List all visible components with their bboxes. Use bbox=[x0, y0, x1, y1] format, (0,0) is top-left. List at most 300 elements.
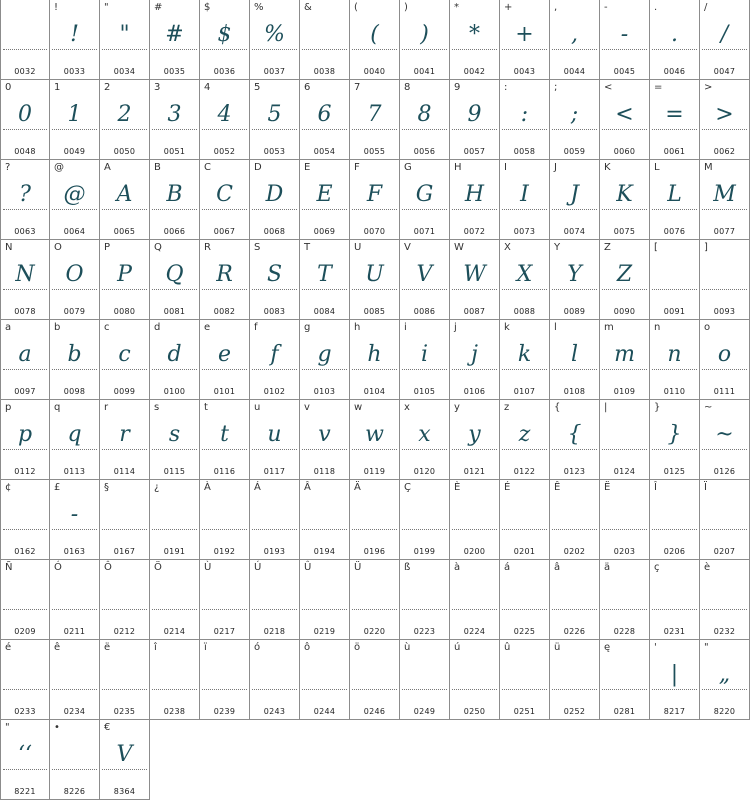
character-label: > bbox=[704, 82, 713, 93]
character-code: 0206 bbox=[663, 547, 686, 556]
glyph-cell bbox=[500, 0, 550, 80]
character-label: G bbox=[404, 162, 412, 173]
baseline bbox=[702, 49, 747, 50]
glyph-sample: - bbox=[620, 22, 629, 47]
baseline bbox=[252, 209, 297, 210]
character-label: î bbox=[154, 642, 157, 653]
glyph-cell bbox=[300, 640, 350, 720]
character-label: J bbox=[554, 162, 557, 173]
glyph-sample: N bbox=[15, 262, 35, 287]
baseline bbox=[402, 289, 447, 290]
baseline bbox=[502, 369, 547, 370]
glyph-cell bbox=[700, 240, 750, 320]
baseline bbox=[602, 529, 647, 530]
character-code: 0069 bbox=[313, 227, 336, 236]
glyph-cell bbox=[150, 480, 200, 560]
glyph-sample bbox=[1, 658, 49, 692]
baseline bbox=[652, 529, 697, 530]
glyph-row bbox=[0, 400, 751, 480]
glyph-cell bbox=[650, 80, 700, 160]
character-label: i bbox=[404, 322, 407, 333]
glyph-cell bbox=[700, 160, 750, 240]
character-code: 0226 bbox=[563, 627, 586, 636]
glyph-cell bbox=[100, 0, 150, 80]
character-code: 0126 bbox=[713, 467, 736, 476]
glyph-sample: $ bbox=[217, 22, 232, 47]
baseline bbox=[152, 289, 197, 290]
baseline bbox=[52, 49, 97, 50]
glyph-sample bbox=[400, 498, 449, 532]
character-code: 0107 bbox=[513, 387, 536, 396]
glyph-sample bbox=[700, 578, 749, 612]
character-label: â bbox=[554, 562, 561, 573]
character-code: 0249 bbox=[413, 707, 436, 716]
glyph-sample: O bbox=[65, 262, 84, 287]
glyph-cell bbox=[50, 400, 100, 480]
character-code: 0194 bbox=[313, 547, 336, 556]
baseline bbox=[52, 449, 97, 450]
glyph-sample bbox=[650, 498, 699, 532]
glyph-sample bbox=[700, 498, 749, 532]
character-label: [ bbox=[654, 242, 658, 253]
character-code: 0073 bbox=[513, 227, 536, 236]
baseline bbox=[352, 289, 397, 290]
glyph-sample bbox=[50, 738, 99, 772]
baseline bbox=[402, 369, 447, 370]
glyph-cell bbox=[100, 400, 150, 480]
character-label: Ê bbox=[554, 482, 561, 493]
character-label: ë bbox=[104, 642, 111, 653]
character-label: ¿ bbox=[154, 482, 160, 493]
character-code: 0203 bbox=[613, 547, 636, 556]
glyph-sample: k bbox=[517, 342, 532, 367]
character-code: 0106 bbox=[463, 387, 486, 396]
character-label: s bbox=[154, 402, 160, 413]
character-label: V bbox=[404, 242, 411, 253]
character-code: 0167 bbox=[113, 547, 136, 556]
glyph-sample: x bbox=[418, 422, 431, 447]
baseline bbox=[3, 449, 47, 450]
baseline bbox=[402, 209, 447, 210]
character-code: 0228 bbox=[613, 627, 636, 636]
baseline bbox=[152, 609, 197, 610]
character-label: | bbox=[604, 402, 608, 413]
character-label: = bbox=[654, 82, 663, 93]
character-label: € bbox=[104, 722, 111, 733]
character-code: 0110 bbox=[663, 387, 686, 396]
character-label: P bbox=[104, 242, 111, 253]
glyph-sample bbox=[1, 18, 49, 52]
character-code: 0238 bbox=[163, 707, 186, 716]
glyph-sample bbox=[100, 658, 149, 692]
baseline bbox=[502, 289, 547, 290]
character-label: È bbox=[454, 482, 461, 493]
baseline bbox=[252, 289, 297, 290]
glyph-cell bbox=[50, 80, 100, 160]
character-code: 8364 bbox=[113, 787, 136, 796]
glyph-sample: # bbox=[165, 22, 184, 47]
baseline bbox=[202, 209, 247, 210]
glyph-sample bbox=[150, 498, 199, 532]
character-code: 0058 bbox=[513, 147, 536, 156]
character-label: W bbox=[454, 242, 464, 253]
glyph-cell bbox=[600, 240, 650, 320]
glyph-cell bbox=[350, 560, 400, 640]
character-label: . bbox=[654, 2, 658, 13]
glyph-sample bbox=[250, 658, 299, 692]
baseline bbox=[152, 369, 197, 370]
baseline bbox=[52, 769, 97, 770]
baseline bbox=[402, 449, 447, 450]
baseline bbox=[602, 129, 647, 130]
glyph-sample: e bbox=[217, 342, 232, 367]
glyph-cell bbox=[150, 560, 200, 640]
glyph-cell bbox=[100, 560, 150, 640]
glyph-sample bbox=[500, 658, 549, 692]
glyph-cell bbox=[400, 400, 450, 480]
character-label: r bbox=[104, 402, 109, 413]
character-code: 0060 bbox=[613, 147, 636, 156]
glyph-row bbox=[0, 640, 751, 720]
character-label: è bbox=[704, 562, 711, 573]
baseline bbox=[352, 449, 397, 450]
glyph-cell bbox=[450, 240, 500, 320]
character-label: y bbox=[454, 402, 460, 413]
glyph-sample: + bbox=[515, 22, 534, 47]
glyph-sample bbox=[200, 658, 249, 692]
glyph-sample bbox=[700, 258, 749, 292]
character-label: 0 bbox=[5, 82, 12, 93]
glyph-cell bbox=[0, 160, 50, 240]
glyph-sample: d bbox=[167, 342, 182, 367]
baseline bbox=[102, 289, 147, 290]
glyph-cell bbox=[400, 560, 450, 640]
glyph-sample: f bbox=[270, 342, 279, 367]
character-label: ? bbox=[5, 162, 11, 173]
baseline bbox=[402, 129, 447, 130]
baseline bbox=[52, 689, 97, 690]
glyph-cell bbox=[300, 160, 350, 240]
character-code: 0078 bbox=[14, 307, 36, 316]
glyph-sample: / bbox=[720, 22, 729, 47]
glyph-cell bbox=[0, 240, 50, 320]
character-code: 0033 bbox=[63, 67, 86, 76]
glyph-cell bbox=[50, 160, 100, 240]
character-code: 0034 bbox=[113, 67, 136, 76]
glyph-cell bbox=[0, 80, 50, 160]
character-code: 0207 bbox=[713, 547, 736, 556]
glyph-sample: @ bbox=[63, 182, 86, 207]
baseline bbox=[52, 289, 97, 290]
character-code: 0054 bbox=[313, 147, 336, 156]
glyph-sample: % bbox=[264, 22, 285, 47]
glyph-sample: . bbox=[671, 22, 678, 47]
glyph-sample bbox=[550, 578, 599, 612]
glyph-cell bbox=[100, 80, 150, 160]
baseline bbox=[552, 609, 597, 610]
glyph-cell bbox=[250, 320, 300, 400]
glyph-cell bbox=[500, 480, 550, 560]
glyph-cell bbox=[0, 480, 50, 560]
baseline bbox=[602, 449, 647, 450]
glyph-cell bbox=[0, 560, 50, 640]
baseline bbox=[102, 769, 147, 770]
glyph-cell bbox=[450, 320, 500, 400]
baseline bbox=[152, 529, 197, 530]
character-label: B bbox=[154, 162, 161, 173]
baseline bbox=[252, 529, 297, 530]
baseline bbox=[652, 209, 697, 210]
character-label: ( bbox=[354, 2, 358, 13]
baseline bbox=[202, 49, 247, 50]
glyph-cell bbox=[400, 160, 450, 240]
glyph-cell bbox=[650, 0, 700, 80]
baseline bbox=[3, 769, 47, 770]
baseline bbox=[602, 289, 647, 290]
character-label: # bbox=[154, 2, 163, 13]
character-label: d bbox=[154, 322, 161, 333]
character-label: , bbox=[554, 2, 558, 13]
glyph-sample: = bbox=[665, 102, 684, 127]
character-code: 0066 bbox=[163, 227, 186, 236]
character-code: 8217 bbox=[663, 707, 686, 716]
baseline bbox=[452, 609, 497, 610]
character-code: 0076 bbox=[663, 227, 686, 236]
character-code: 0041 bbox=[413, 67, 436, 76]
character-label: $ bbox=[204, 2, 211, 13]
baseline bbox=[202, 529, 247, 530]
glyph-sample: u bbox=[267, 422, 282, 447]
character-label: A bbox=[104, 162, 111, 173]
character-label: % bbox=[254, 2, 264, 13]
character-code: 0103 bbox=[313, 387, 336, 396]
glyph-sample bbox=[1, 498, 49, 532]
character-code: 0223 bbox=[413, 627, 436, 636]
glyph-cell bbox=[600, 480, 650, 560]
character-label: { bbox=[554, 402, 561, 413]
character-label: b bbox=[54, 322, 61, 333]
glyph-sample: ; bbox=[570, 102, 579, 127]
character-code: 0050 bbox=[113, 147, 136, 156]
character-code: 0281 bbox=[613, 707, 636, 716]
character-code: 0199 bbox=[413, 547, 436, 556]
glyph-cell bbox=[450, 80, 500, 160]
character-code: 0053 bbox=[263, 147, 286, 156]
character-label: I bbox=[504, 162, 507, 173]
character-label: Ö bbox=[154, 562, 162, 573]
character-code: 0232 bbox=[713, 627, 736, 636]
baseline bbox=[702, 289, 747, 290]
character-label: ~ bbox=[704, 402, 713, 413]
character-code: 0121 bbox=[463, 467, 486, 476]
baseline bbox=[452, 49, 497, 50]
glyph-cell bbox=[500, 560, 550, 640]
character-code: 0118 bbox=[313, 467, 336, 476]
glyph-cell bbox=[650, 480, 700, 560]
glyph-sample: " bbox=[119, 22, 130, 47]
glyph-cell bbox=[0, 320, 50, 400]
character-code: 0123 bbox=[563, 467, 586, 476]
glyph-cell bbox=[0, 0, 50, 80]
character-label: } bbox=[654, 402, 661, 413]
character-label: 5 bbox=[254, 82, 261, 93]
character-label: : bbox=[504, 82, 508, 93]
glyph-sample bbox=[300, 18, 349, 52]
baseline bbox=[3, 129, 47, 130]
baseline bbox=[702, 689, 747, 690]
baseline bbox=[202, 449, 247, 450]
baseline bbox=[152, 49, 197, 50]
character-label: 9 bbox=[454, 82, 461, 93]
glyph-sample: * bbox=[469, 22, 480, 47]
glyph-sample: 2 bbox=[117, 102, 132, 127]
character-code: 0239 bbox=[213, 707, 236, 716]
character-label: § bbox=[104, 482, 109, 493]
glyph-cell bbox=[600, 560, 650, 640]
glyph-sample bbox=[100, 498, 149, 532]
character-code: 0063 bbox=[14, 227, 36, 236]
glyph-sample: ‘‘ bbox=[18, 742, 32, 767]
baseline bbox=[402, 609, 447, 610]
baseline bbox=[652, 609, 697, 610]
character-label: Î bbox=[654, 482, 657, 493]
character-code: 0225 bbox=[513, 627, 536, 636]
baseline bbox=[252, 609, 297, 610]
character-label: ] bbox=[704, 242, 708, 253]
glyph-row bbox=[0, 480, 751, 560]
character-code: 0068 bbox=[263, 227, 286, 236]
glyph-sample: M bbox=[713, 182, 736, 207]
glyph-cell bbox=[600, 320, 650, 400]
glyph-sample: V bbox=[116, 742, 133, 767]
glyph-cell bbox=[600, 640, 650, 720]
character-code: 0037 bbox=[263, 67, 286, 76]
baseline bbox=[202, 289, 247, 290]
baseline bbox=[652, 129, 697, 130]
baseline bbox=[152, 209, 197, 210]
glyph-sample: X bbox=[516, 262, 533, 287]
character-code: 0044 bbox=[563, 67, 586, 76]
baseline bbox=[52, 209, 97, 210]
glyph-cell bbox=[650, 560, 700, 640]
glyph-cell bbox=[550, 400, 600, 480]
character-code: 0112 bbox=[14, 467, 36, 476]
glyph-sample: : bbox=[520, 102, 529, 127]
glyph-cell bbox=[550, 240, 600, 320]
character-label: D bbox=[254, 162, 262, 173]
character-label: ô bbox=[304, 642, 311, 653]
glyph-cell bbox=[650, 640, 700, 720]
glyph-cell bbox=[450, 560, 500, 640]
glyph-sample: Q bbox=[165, 262, 184, 287]
baseline bbox=[452, 289, 497, 290]
baseline bbox=[702, 449, 747, 450]
glyph-sample: } bbox=[667, 422, 682, 447]
glyph-sample: t bbox=[220, 422, 229, 447]
glyph-cell bbox=[200, 320, 250, 400]
baseline bbox=[152, 689, 197, 690]
character-label: É bbox=[504, 482, 511, 493]
character-code: 0233 bbox=[14, 707, 36, 716]
glyph-sample bbox=[50, 658, 99, 692]
glyph-cell bbox=[700, 400, 750, 480]
character-code: 0235 bbox=[113, 707, 136, 716]
baseline bbox=[3, 369, 47, 370]
glyph-cell bbox=[250, 640, 300, 720]
baseline bbox=[352, 609, 397, 610]
baseline bbox=[452, 689, 497, 690]
character-label: 1 bbox=[54, 82, 61, 93]
character-label: Û bbox=[304, 562, 312, 573]
baseline bbox=[352, 689, 397, 690]
glyph-cell bbox=[650, 400, 700, 480]
character-label: < bbox=[604, 82, 613, 93]
glyph-sample: a bbox=[18, 342, 32, 367]
character-code: 0113 bbox=[63, 467, 86, 476]
baseline bbox=[452, 209, 497, 210]
character-label: x bbox=[404, 402, 410, 413]
baseline bbox=[302, 209, 347, 210]
glyph-cell bbox=[700, 320, 750, 400]
character-label: ę bbox=[604, 642, 611, 653]
character-label: ; bbox=[554, 82, 558, 93]
glyph-cell bbox=[300, 80, 350, 160]
character-code: 0252 bbox=[563, 707, 586, 716]
character-code: 0201 bbox=[513, 547, 536, 556]
character-code: 0089 bbox=[563, 307, 586, 316]
glyph-sample: m bbox=[614, 342, 635, 367]
glyph-sample: C bbox=[216, 182, 233, 207]
glyph-cell bbox=[700, 560, 750, 640]
baseline bbox=[3, 529, 47, 530]
glyph-cell bbox=[50, 320, 100, 400]
character-code: 0081 bbox=[163, 307, 186, 316]
character-code: 0067 bbox=[213, 227, 236, 236]
glyph-sample bbox=[600, 498, 649, 532]
glyph-cell bbox=[150, 320, 200, 400]
baseline bbox=[502, 129, 547, 130]
character-label: o bbox=[704, 322, 711, 333]
glyph-sample: Y bbox=[567, 262, 582, 287]
baseline bbox=[302, 289, 347, 290]
glyph-cell bbox=[100, 320, 150, 400]
character-code: 0243 bbox=[263, 707, 286, 716]
glyph-sample bbox=[650, 578, 699, 612]
glyph-cell bbox=[400, 480, 450, 560]
character-code: 0109 bbox=[613, 387, 636, 396]
character-label: ó bbox=[254, 642, 261, 653]
character-code: 0098 bbox=[63, 387, 86, 396]
glyph-cell bbox=[450, 480, 500, 560]
glyph-sample: E bbox=[316, 182, 333, 207]
character-label: Ô bbox=[104, 562, 112, 573]
character-code: 0061 bbox=[663, 147, 686, 156]
baseline bbox=[202, 129, 247, 130]
character-code: 0125 bbox=[663, 467, 686, 476]
baseline bbox=[252, 129, 297, 130]
character-code: 0080 bbox=[113, 307, 136, 316]
glyph-cell bbox=[500, 640, 550, 720]
character-code: 0196 bbox=[363, 547, 386, 556]
glyph-cell bbox=[400, 320, 450, 400]
character-code: 0077 bbox=[713, 227, 736, 236]
character-label: ä bbox=[604, 562, 611, 573]
glyph-sample bbox=[450, 578, 499, 612]
baseline bbox=[602, 609, 647, 610]
glyph-row bbox=[0, 160, 751, 240]
character-code: 0056 bbox=[413, 147, 436, 156]
baseline bbox=[652, 689, 697, 690]
